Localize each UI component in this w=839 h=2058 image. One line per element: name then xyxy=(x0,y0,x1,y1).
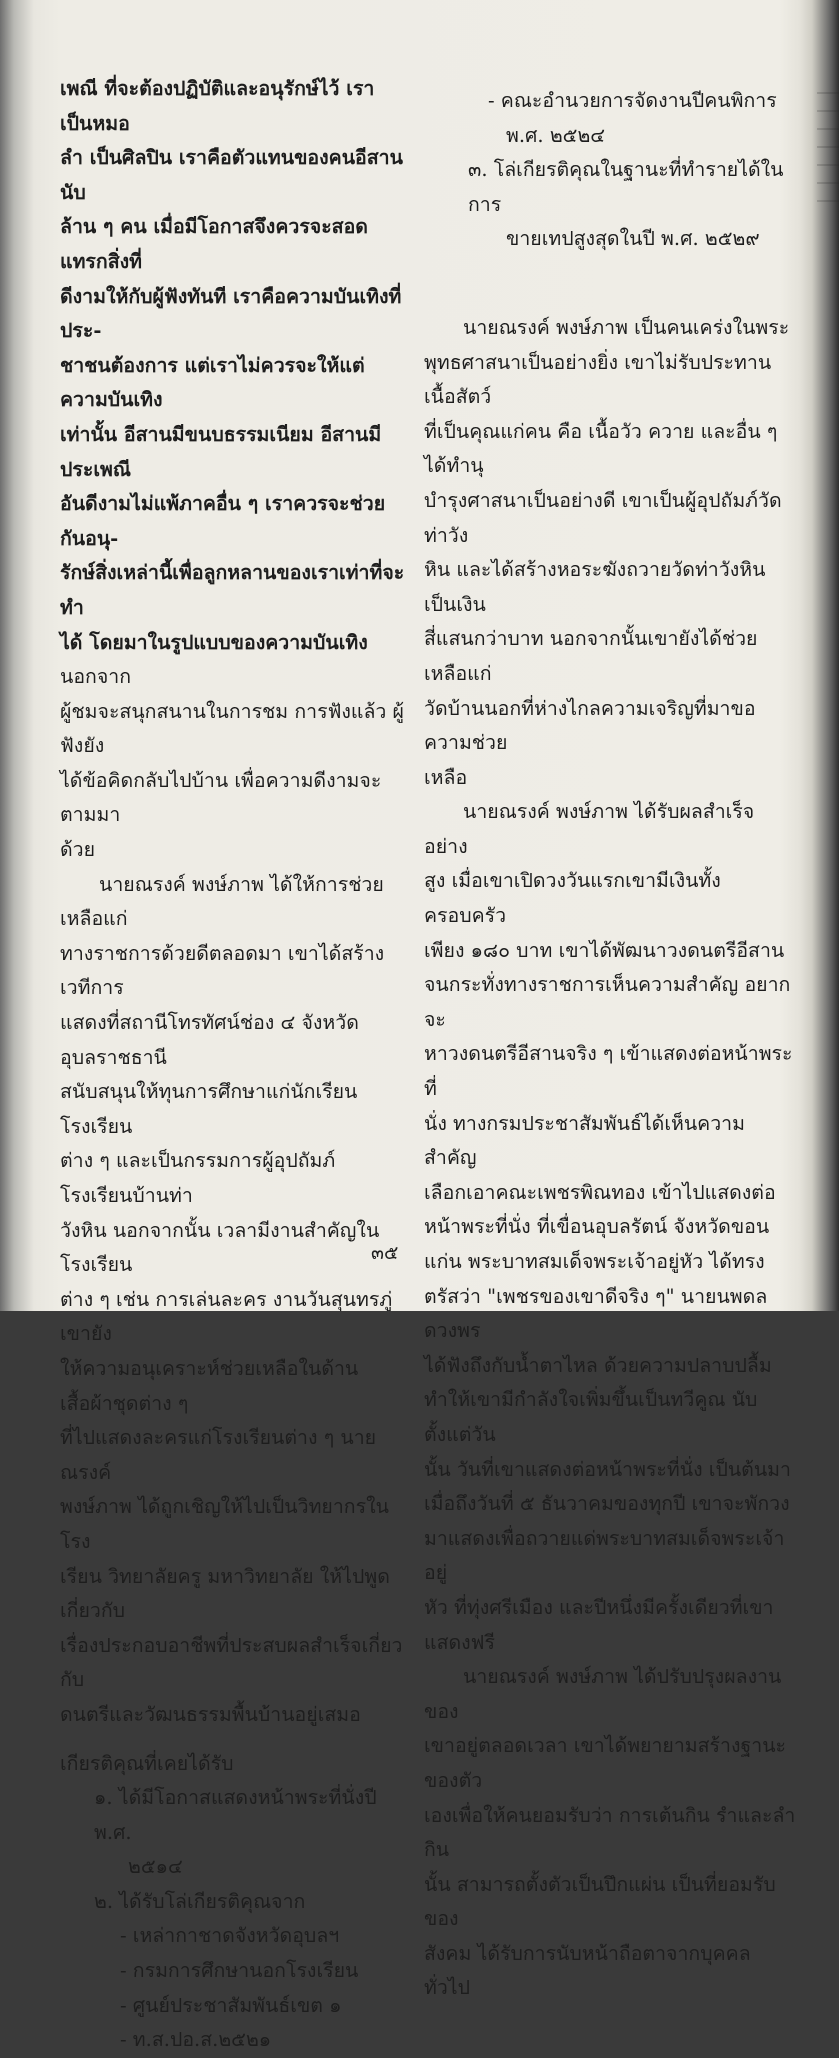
list-item-continued: ขายเทปสูงสุดในปี พ.ศ. ๒๕๒๙ xyxy=(506,227,760,251)
text-line: แก่น พระบาทสมเด็จพระเจ้าอยู่หัว ได้ทรง xyxy=(424,1250,765,1273)
paragraph-start: นายณรงค์ พงษ์ภาพ ได้ให้การช่วยเหลือแก่ xyxy=(60,872,384,931)
page-number: ๓๕ xyxy=(371,1242,399,1264)
text-line: ลำ เป็นศิลปิน เราคือตัวแทนของคนอีสานนับ xyxy=(60,146,403,204)
text-line-mixed xyxy=(60,626,405,695)
text-line: สูง เมื่อเขาเปิดวงวันแรกเขามีเงินทั้งครอบครัว xyxy=(424,869,721,928)
list-item-continued: ๒๕๑๔ xyxy=(128,1855,183,1879)
text-line: ดนตรีและวัฒนธรรมพื้นบ้านอยู่เสมอ xyxy=(60,1702,361,1726)
list-item-continued: พ.ศ. ๒๕๒๔ xyxy=(506,123,606,147)
text-line: บำรุงศาสนาเป็นอย่างดี เขาเป็นผู้อุปถัมภ์วัดท่าวัง xyxy=(424,488,782,547)
text-line: ชาชนต้องการ แต่เราไม่ควรจะให้แต่ความบันเทิง xyxy=(60,353,365,412)
text-line: รักษ์สิ่งเหล่านี้เพื่อลูกหลานของเราเท่าที่จะทำ xyxy=(60,561,405,619)
paragraph-start: นายณรงค์ พงษ์ภาพ ได้รับผลสำเร็จอย่าง xyxy=(424,800,755,858)
text-line: หาวงดนตรีอีสานจริง ๆ เข้าแสดงต่อหน้าพระที่ xyxy=(424,1042,793,1101)
text-line: เรื่องประกอบอาชีพที่ประสบผลสำเร็จเกี่ยวกับ xyxy=(60,1633,403,1692)
text-line: ทำให้เขามีกำลังใจเพิ่มขึ้นเป็นทวีคูณ นับตั้งแต่วัน xyxy=(424,1388,758,1446)
text-line: หิน และได้สร้างหอระฆังถวายวัดท่าวังหินเป็นเงิน xyxy=(424,558,766,616)
text-line: นั้น สามารถตั้งตัวเป็นปึกแผ่น เป็นที่ยอมรับของ xyxy=(424,1872,776,1931)
text-line: เองเพื่อให้คนยอมรับว่า การเต้นกิน รำและลำกิน xyxy=(424,1803,796,1862)
text-line: หัว ที่ทุ่งศรีเมือง และปีหนึ่งมีครั้งเดียวที่เขาแสดงฟรี xyxy=(424,1595,774,1654)
facing-page-bleed xyxy=(817,92,839,212)
sub-list-item: - กรมการศึกษานอกโรงเรียน xyxy=(120,1959,359,1983)
list-item: ๓. โล่เกียรติคุณในฐานะที่ทำรายได้ในการ xyxy=(468,158,784,216)
text-line: ให้ความอนุเคราะห์ช่วยเหลือในด้านเสื้อผ้าชุดต่าง ๆ xyxy=(60,1356,359,1415)
text-line: สังคม ได้รับการนับหน้าถือตาจากบุคคลทั่วไป xyxy=(424,1941,751,2000)
list-item: ๒. ได้รับโล่เกียรติคุณจาก xyxy=(94,1889,306,1913)
text-line: เมื่อถึงวันที่ ๕ ธันวาคมของทุกปี เขาจะพักวง xyxy=(424,1492,790,1516)
sub-list-item: - เหล่ากาชาดจังหวัดอุบลฯ xyxy=(120,1924,340,1948)
sub-list-item: - คณะอำนวยการจัดงานปีคนพิการ xyxy=(488,89,777,112)
section-heading: เกียรติคุณที่เคยได้รับ xyxy=(60,1751,234,1775)
text-line: เลือกเอาคณะเพชรพิณทอง เข้าไปแสดงต่อ xyxy=(424,1180,776,1204)
text-line: วัดบ้านนอกที่ห่างไกลความเจริญที่มาขอความช่วย xyxy=(424,696,756,755)
text-line: ได้ข้อคิดกลับไปบ้าน เพื่อความดีงามจะตามมา xyxy=(60,768,382,827)
text-line: ดีงามให้กับผู้ฟังทันที เราคือความบันเทิงที่ประ- xyxy=(60,284,402,343)
text-line: เรียน วิทยาลัยครู มหาวิทยาลัย ให้ไปพูดเกี่ยวกับ xyxy=(60,1564,390,1623)
list-item: ๑. ได้มีโอกาสแสดงหน้าพระที่นั่งปี พ.ศ. xyxy=(94,1786,377,1844)
text-line: เท่านั้น อีสานมีขนบธรรมเนียม อีสานมีประเพณี xyxy=(60,422,382,481)
text-line: พุทธศาสนาเป็นอย่างยิ่ง เขาไม่รับประทานเนื้อสัตว์ xyxy=(424,350,772,409)
text-line: ต่าง ๆ เช่น การเล่นละคร งานวันสุนทรภู่ เขายัง xyxy=(60,1287,393,1346)
bold-span: ได้ โดยมาในรูปแบบของความบันเทิง xyxy=(60,630,368,654)
left-column xyxy=(60,72,405,2058)
right-column xyxy=(424,84,796,2006)
text-line: จนกระทั่งทางราชการเห็นความสำคัญ อยากจะ xyxy=(424,973,791,1031)
text-line: เพณี ที่จะต้องปฏิบัติและอนุรักษ์ไว้ เราเป็นหมอ xyxy=(60,77,375,135)
sub-list-item: - ศูนย์ประชาสัมพันธ์เขต ๑ xyxy=(120,1993,342,2017)
text-line: นั่ง ทางกรมประชาสัมพันธ์ได้เห็นความสำคัญ xyxy=(424,1111,745,1170)
paragraph-start: นายณรงค์ พงษ์ภาพ ได้ปรับปรุงผลงานของ xyxy=(424,1665,782,1723)
text-line: ทางราชการด้วยดีตลอดมา เขาได้สร้างเวทีการ xyxy=(60,941,385,1000)
text-line: ล้าน ๆ คน เมื่อมีโอกาสจึงควรจะสอดแทรกสิ่งที่ xyxy=(60,215,368,273)
text-line: เหลือ xyxy=(424,765,468,789)
text-line: มาแสดงเพื่อถวายแด่พระบาทสมเด็จพระเจ้าอยู่ xyxy=(424,1526,785,1585)
text-line: อันดีงามไม่แพ้ภาคอื่น ๆ เราควรจะช่วยกันอนุ- xyxy=(60,492,386,550)
text-line: ผู้ชมจะสนุกสนานในการชม การฟังแล้ว ผู้ฟังยัง xyxy=(60,699,404,758)
text-line: สี่แสนกว่าบาท นอกจากนั้นเขายังได้ช่วยเหลือแก่ xyxy=(424,627,758,685)
sub-list-item: - ท.ส.ปอ.ส.๒๕๒๑ xyxy=(120,2028,272,2052)
normal-span: นอกจาก xyxy=(60,665,132,689)
text-line: เขาอยู่ตลอดเวลา เขาได้พยายามสร้างฐานะของตัว xyxy=(424,1734,787,1792)
text-line: ที่เป็นคุณแก่คน คือ เนื้อวัว ควาย และอื่น ๆ ได้ทำนุ xyxy=(424,419,778,478)
text-line: เพียง ๑๘๐ บาท เขาได้พัฒนาวงดนตรีอีสาน xyxy=(424,938,785,962)
text-line: ได้ฟังถึงกับน้ำตาไหล ด้วยความปลาบปลื้ม xyxy=(424,1353,772,1377)
text-line: นั้น วันที่เขาแสดงต่อหน้าพระที่นั่ง เป็นต้นมา xyxy=(424,1457,791,1481)
text-line: หน้าพระที่นั่ง ที่เขื่อนอุบลรัตน์ จังหวัดขอน xyxy=(424,1215,770,1239)
text-line: แสดงที่สถานีโทรทัศน์ช่อง ๔ จังหวัดอุบลราชธานี xyxy=(60,1011,359,1069)
text-line: ต่าง ๆ และเป็นกรรมการผู้อุปถัมภ์โรงเรียนบ้านท่า xyxy=(60,1149,336,1207)
text-line: สนับสนุนให้ทุนการศึกษาแก่นักเรียนโรงเรียน xyxy=(60,1080,358,1138)
text-line: ตรัสว่า "เพชรของเขาดีจริง ๆ" นายนพดล ดวงพร xyxy=(424,1284,768,1343)
paragraph-start: นายณรงค์ พงษ์ภาพ เป็นคนเคร่งในพระ xyxy=(463,315,790,339)
text-line: ด้วย xyxy=(60,838,96,862)
text-line: ที่ไปแสดงละครแก่โรงเรียนต่าง ๆ นายณรงค์ xyxy=(60,1426,377,1484)
text-line: วังหิน นอกจากนั้น เวลามีงานสำคัญในโรงเรียน xyxy=(60,1218,380,1277)
text-line: พงษ์ภาพ ได้ถูกเชิญให้ไปเป็นวิทยากรในโรง xyxy=(60,1495,389,1553)
section-gap xyxy=(424,257,796,311)
